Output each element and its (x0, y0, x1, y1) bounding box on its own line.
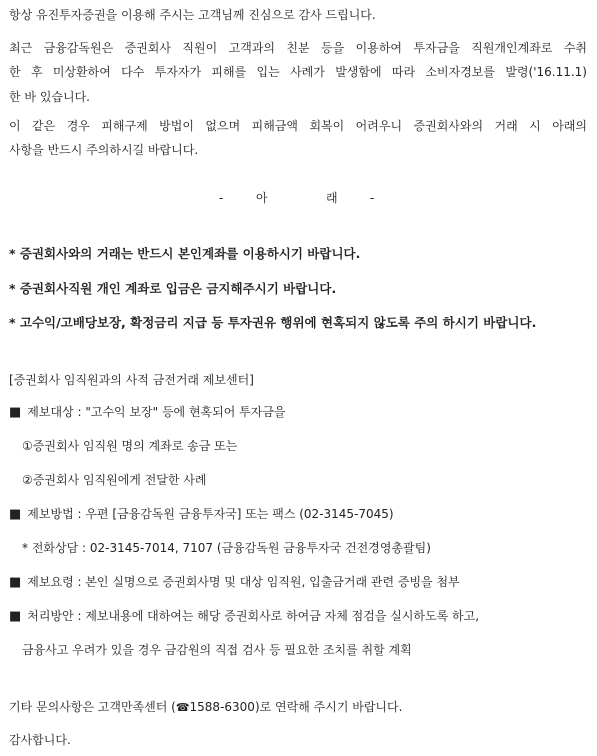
report-method-row (9, 506, 394, 523)
warning-1: * 증권회사와의 거래는 반드시 본인계좌를 이용하시기 바랍니다. (9, 246, 361, 261)
phone-consult-text: * 전화상담 : 02-3145-7014, 7107 (금융감독원 금융투자국 건전경영총괄팀) (22, 541, 431, 555)
report-target-item-2: ②증권회사 임직원에게 전달한 사례 (22, 473, 207, 487)
para2-line2: 사항을 반드시 주의하시길 바랍니다. (9, 143, 199, 157)
contact-after: )로 연락해 주시기 바랍니다. (254, 700, 403, 714)
warning-3: * 고수익/고배당보장, 확정금리 지급 등 투자권유 행위에 현혹되지 않도록 주의 하시기 바랍니다. (9, 315, 537, 330)
separator-dash-right: - (370, 191, 375, 205)
para2-line1: 이 같은 경우 피해구제 방법이 없으며 피해금액 회복이 어려우니 증권회사와의 거래 시 아래의 (9, 119, 587, 133)
report-procedure-text: 제보요령 : 본인 실명으로 증권회사명 및 대상 임직원, 입출금거래 관련 증빙을 첨부 (27, 575, 460, 589)
separator-heading (0, 190, 597, 206)
bullet-square-icon: ■ (9, 507, 22, 522)
phone-icon: ☎ (175, 701, 190, 714)
contact-number: 1588-6300 (189, 700, 255, 714)
warning-2: * 증권회사직원 개인 계좌로 입금은 금지해주시기 바랍니다. (9, 281, 337, 296)
report-procedure-row (9, 574, 460, 591)
report-method-text: 제보방법 : 우편 [금융감독원 금융투자국] 또는 팩스 (02-3145-7045) (27, 507, 394, 521)
para1-line1: 최근 금융감독원은 증권회사 직원이 고객과의 친분 등을 이용하여 투자금을 직원개인계좌로 수취 (9, 41, 587, 55)
para1-line2: 한 후 미상환하여 다수 투자자가 피해를 입는 사례가 발생함에 따라 소비자경보를 발령('16.11.1) (9, 65, 587, 79)
report-target-item-1: ①증권회사 임직원 명의 계좌로 송금 또는 (22, 439, 238, 453)
bullet-square-icon: ■ (9, 575, 22, 590)
separator-char-rae: 래 (326, 191, 338, 205)
report-center-title: [증권회사 임직원과의 사적 금전거래 제보센터] (9, 373, 254, 387)
separator-char-a: 아 (256, 191, 268, 205)
contact-before: 기타 문의사항은 고객만족센터 ( (9, 700, 176, 714)
report-action-row (9, 608, 479, 625)
report-target-row (9, 404, 286, 421)
greeting-text: 항상 유진투자증권을 이용해 주시는 고객님께 진심으로 감사 드립니다. (9, 8, 376, 22)
closing-text: 감사합니다. (9, 733, 71, 747)
report-action-text: 처리방안 : 제보내용에 대하여는 해당 증권회사로 하여금 자체 점검을 실시하도록 하고, (27, 609, 480, 623)
report-action-line2: 금융사고 우려가 있을 경우 금감원의 직접 검사 등 필요한 조치를 취할 계획 (22, 643, 412, 657)
bullet-square-icon: ■ (9, 405, 22, 420)
separator-dash-left: - (219, 191, 224, 205)
bullet-square-icon: ■ (9, 609, 22, 624)
para1-line3: 한 바 있습니다. (9, 90, 90, 104)
contact-line (9, 699, 402, 716)
report-target-label: 제보대상 : "고수익 보장" 등에 현혹되어 투자금을 (27, 405, 286, 419)
